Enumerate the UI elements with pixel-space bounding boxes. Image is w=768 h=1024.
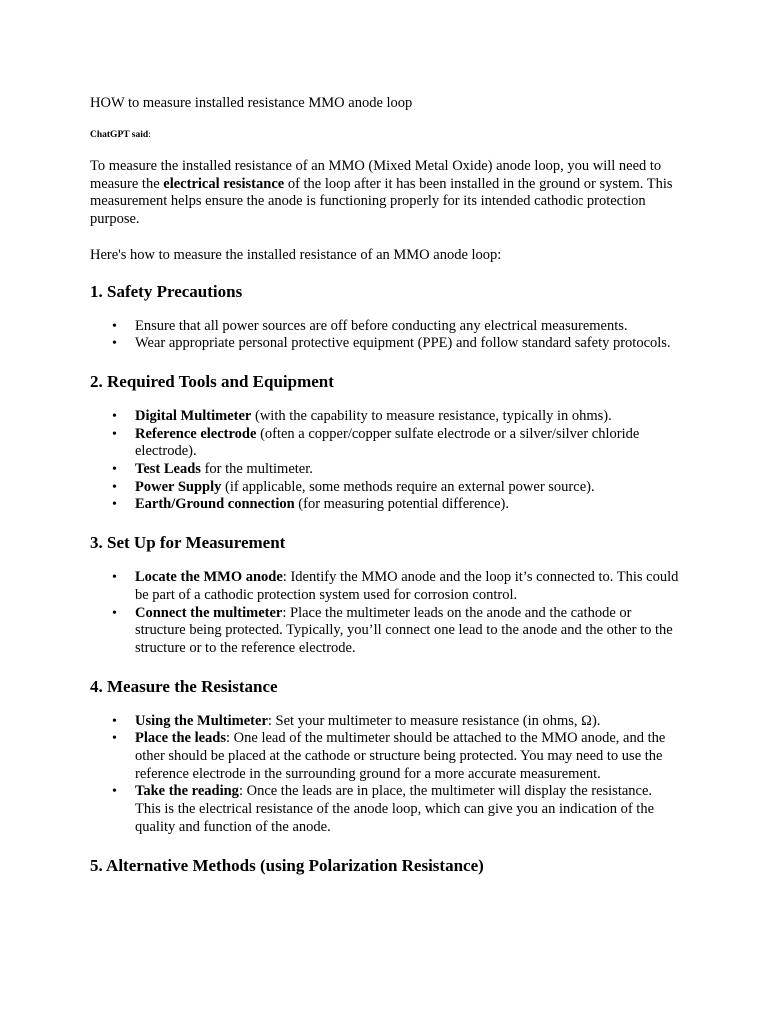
list-item bbox=[90, 335, 680, 353]
list-item-bold: Reference electrode bbox=[135, 425, 257, 442]
document-title: HOW to measure installed resistance MMO anode loop bbox=[90, 95, 413, 111]
intro-paragraph bbox=[90, 158, 680, 229]
list-item-text: (if applicable, some methods require an external power source). bbox=[221, 478, 595, 495]
intro-text-start: To measure the installed resistance of an MMO (Mixed Metal Oxide) anode loop, you will need to measure the bbox=[90, 158, 662, 192]
list-item bbox=[90, 496, 680, 514]
list-item-bold: Locate the MMO anode bbox=[135, 569, 283, 586]
list-item-text: : One lead of the multimeter should be attached to the MMO anode, and the other should be placed at the cathode or structure being protected. You may need to use the reference electrode in the surrounding ground for a more accurate measurement. bbox=[135, 730, 666, 782]
list-item bbox=[90, 783, 680, 836]
list-item-text: (often a copper/copper sulfate electrode or a silver/silver chloride electrode). bbox=[135, 425, 640, 460]
list-item-text: Ensure that all power sources are off before conducting any electrical measurements. bbox=[135, 317, 628, 334]
list-item-bold: Digital Multimeter bbox=[135, 407, 252, 424]
section-heading-setup: 3. Set Up for Measurement bbox=[90, 533, 286, 553]
section-heading-measure: 4. Measure the Resistance bbox=[90, 676, 278, 696]
list-item bbox=[90, 713, 680, 731]
list-item-text: : Place the multimeter leads on the anode and the cathode or structure being protected. Typically, you’ll connect one lead to the anode and the other to the structure or to the reference electrode. bbox=[135, 604, 673, 656]
list-item bbox=[90, 318, 680, 336]
section-heading-safety: 1. Safety Precautions bbox=[90, 281, 243, 301]
list-item-bold: Test Leads bbox=[135, 461, 201, 478]
list-item-text: for the multimeter. bbox=[200, 461, 313, 478]
list-item bbox=[90, 569, 680, 604]
list-item bbox=[90, 426, 680, 461]
chatgpt-said-label bbox=[90, 129, 680, 141]
document-page bbox=[90, 94, 680, 876]
list-item bbox=[90, 605, 680, 658]
list-item-bold: Take the reading bbox=[135, 783, 239, 800]
setup-list bbox=[90, 569, 680, 658]
list-item bbox=[90, 408, 680, 426]
said-colon: : bbox=[148, 130, 151, 140]
intro-text-end: of the loop after it has been installed in the ground or system. This measurement helps ensure the anode is functioning properly for its intended cathodic protection purpose. bbox=[90, 175, 673, 228]
section-heading-tools: 2. Required Tools and Equipment bbox=[90, 371, 334, 391]
tools-list bbox=[90, 408, 680, 514]
list-item-bold: Place the leads bbox=[135, 730, 227, 747]
measure-list bbox=[90, 713, 680, 837]
list-item bbox=[90, 479, 680, 497]
list-item bbox=[90, 730, 680, 783]
list-item-bold: Earth/Ground connection bbox=[135, 496, 295, 513]
lead-paragraph: Here's how to measure the installed resistance of an MMO anode loop: bbox=[90, 246, 502, 263]
section-heading-alternative: 5. Alternative Methods (using Polarization Resistance) bbox=[90, 855, 484, 875]
list-item-text: : Once the leads are in place, the multimeter will display the resistance. This is the electrical resistance of the anode loop, which can give you an indication of the quality and function of the anode. bbox=[135, 783, 655, 835]
list-item-bold: Connect the multimeter bbox=[135, 604, 283, 621]
list-item-bold: Power Supply bbox=[135, 478, 222, 495]
safety-list bbox=[90, 318, 680, 353]
list-item-text: (with the capability to measure resistance, typically in ohms). bbox=[251, 407, 612, 424]
list-item-bold: Using the Multimeter bbox=[135, 712, 268, 729]
list-item-text: (for measuring potential difference). bbox=[294, 496, 509, 513]
list-item bbox=[90, 461, 680, 479]
intro-bold-term: electrical resistance bbox=[163, 175, 285, 192]
list-item-text: Wear appropriate personal protective equipment (PPE) and follow standard safety protocols. bbox=[135, 335, 671, 352]
said-label-text: ChatGPT said bbox=[90, 130, 149, 140]
list-item-text: : Set your multimeter to measure resistance (in ohms, Ω). bbox=[267, 712, 601, 729]
list-item-text: : Identify the MMO anode and the loop it’s connected to. This could be part of a cathodic protection system used for corrosion control. bbox=[135, 569, 679, 603]
